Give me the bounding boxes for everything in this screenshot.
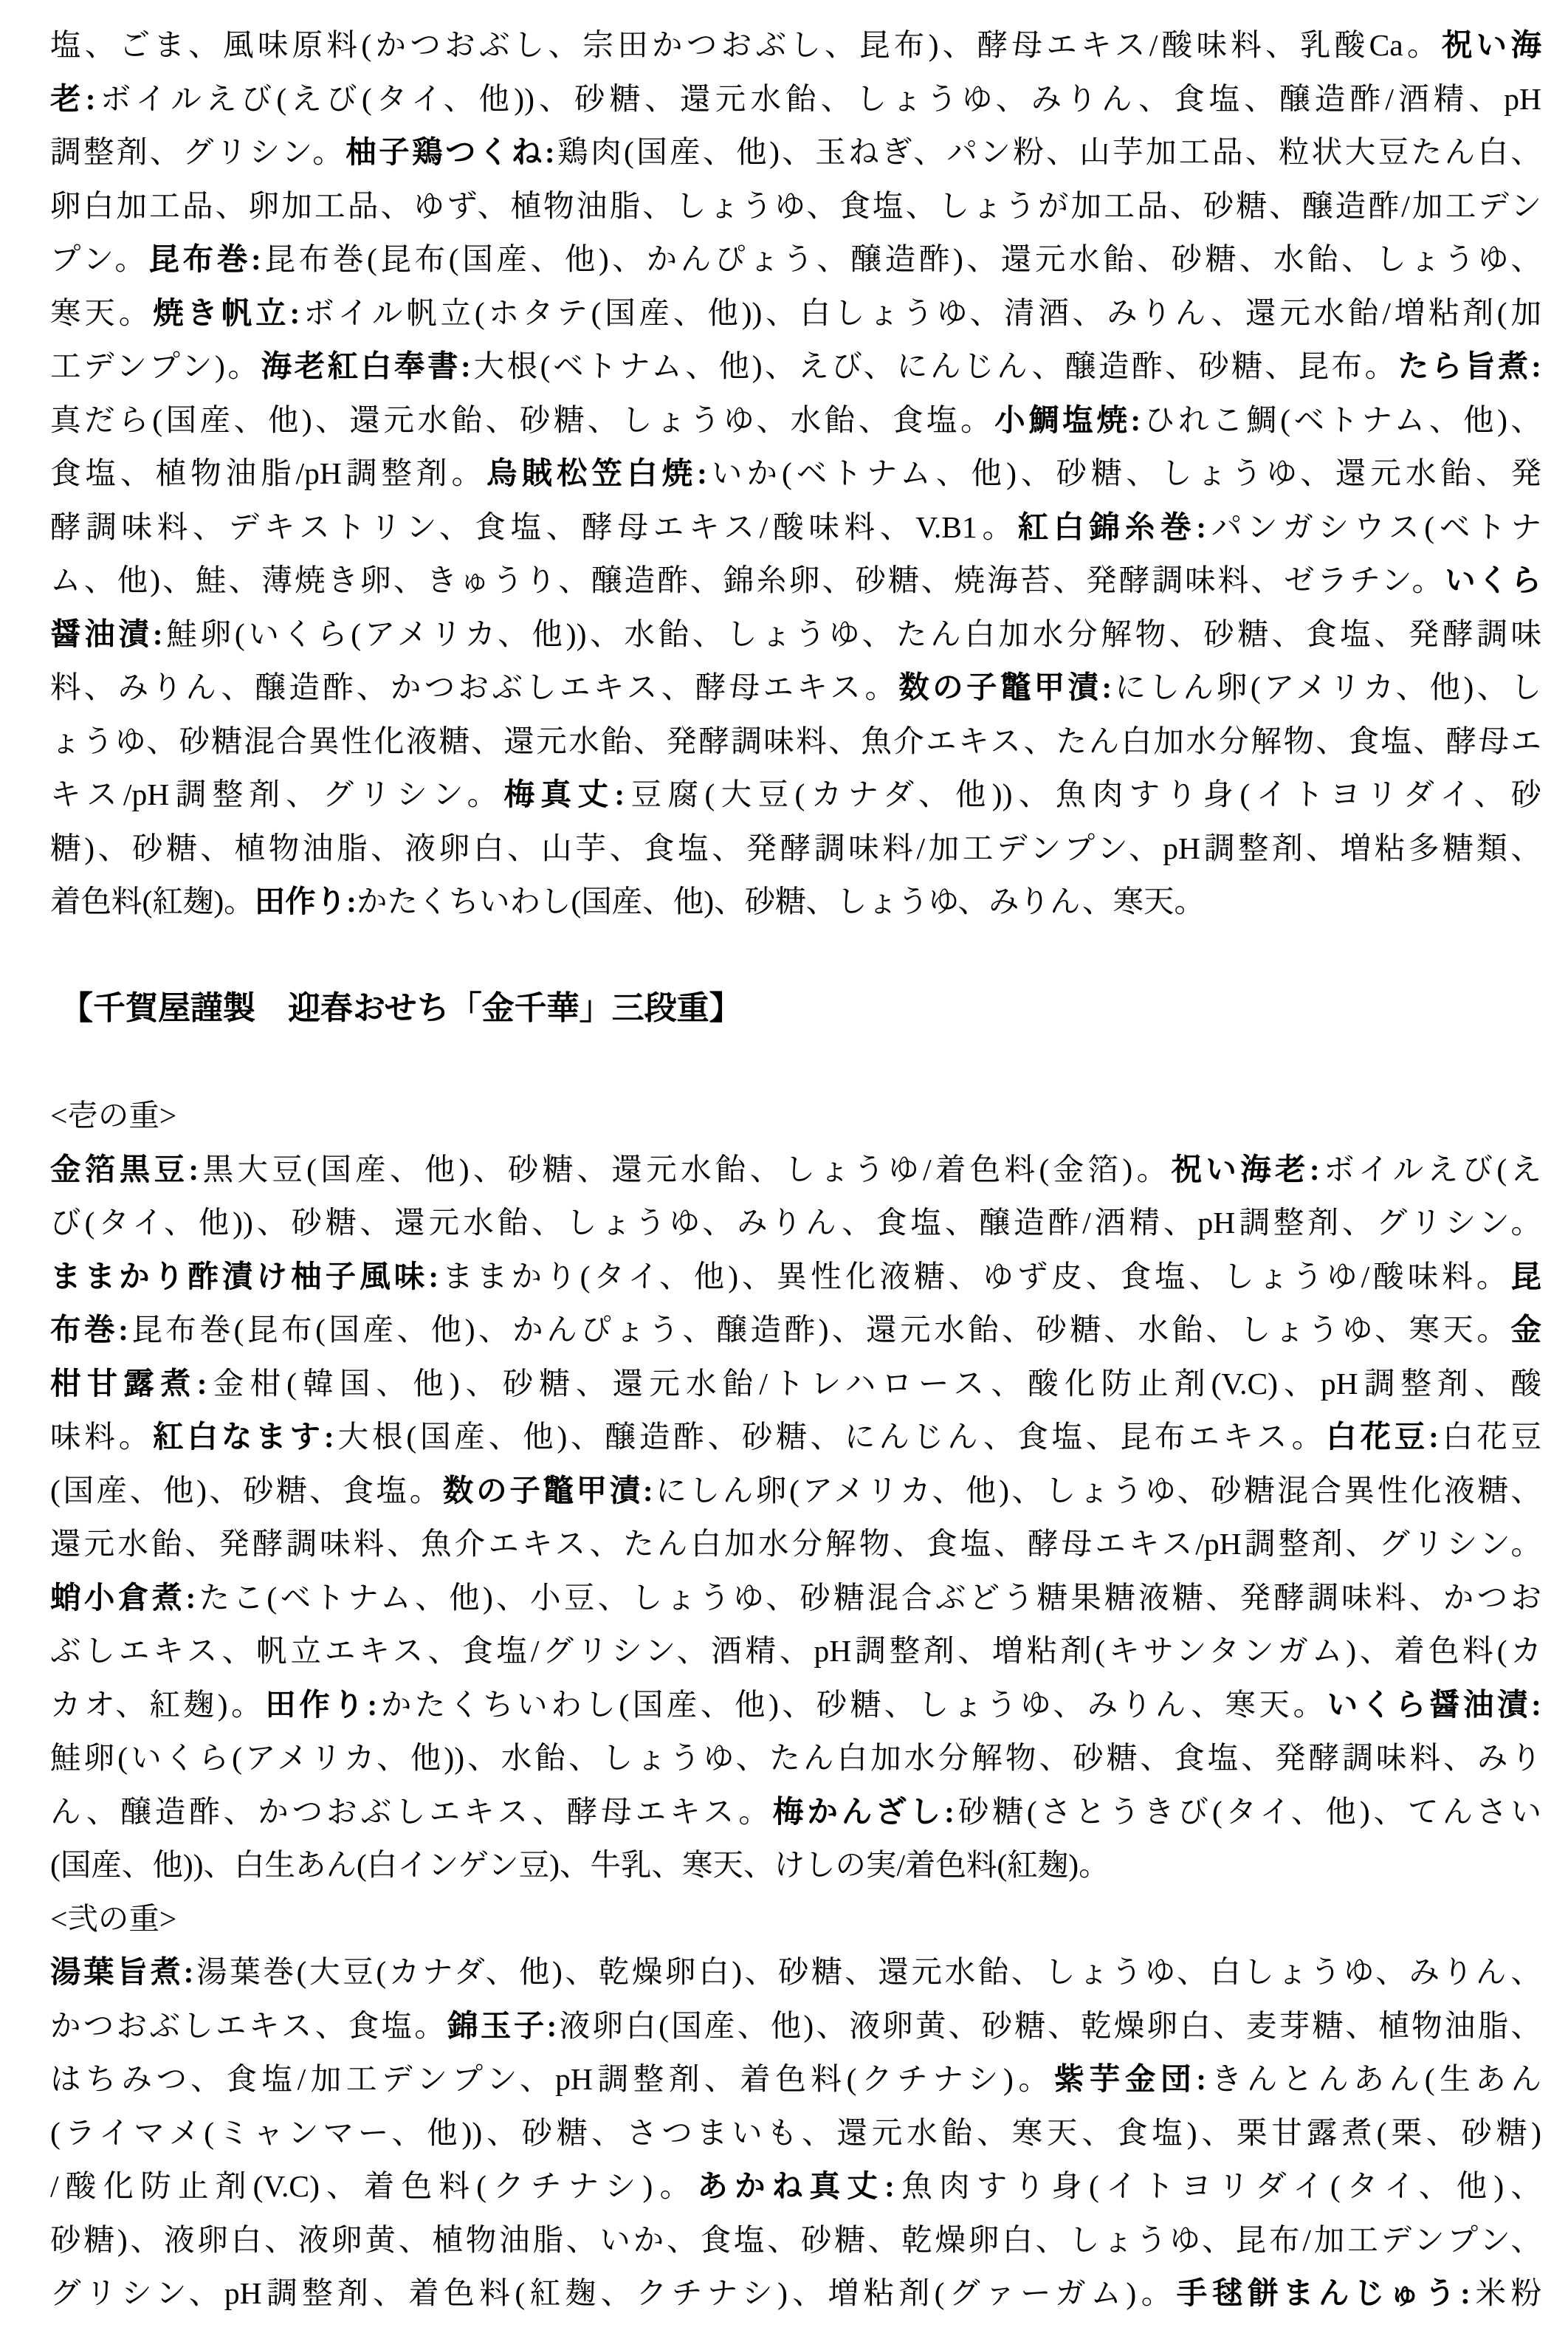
text-line — [50, 1517, 1541, 1571]
ingredient-run: (ライマメ(ミャンマー、他))、砂糖、さつまいも、還元水飴、寒天、食塩)、栗甘露煮(栗、砂糖) — [50, 2115, 1541, 2150]
ingredient-run: 黒大豆(国産、他)、砂糖、還元水飴、しょうゆ/着色料(金箔)。 — [199, 1152, 1172, 1186]
dish-name: 梅かんざし: — [772, 1794, 955, 1829]
text-line — [50, 1785, 1541, 1839]
ingredient-run: 塩、ごま、風味原料(かつおぶし、宗田かつおぶし、昆布)、酵母エキス/酸味料、乳酸Ca。 — [50, 28, 1442, 62]
ingredient-run: 湯葉巻(大豆(カナダ、他)、乾燥卵白)、砂糖、還元水飴、しょうゆ、白しょうゆ、みりん、 — [193, 1955, 1541, 1989]
text-line — [50, 394, 1541, 447]
section-label — [50, 1892, 1541, 1946]
dish-name: 紫芋金団: — [1053, 2062, 1207, 2096]
ingredient-run: グリシン、pH調整剤、着色料(紅麹、クチナシ)、増粘剤(グァーガム)。 — [50, 2276, 1177, 2310]
ingredient-run: ム、他)、鮭、薄焼き卵、きゅうり、醸造酢、錦糸卵、砂糖、焼海苔、発酵調味料、ゼラチン。 — [50, 563, 1445, 597]
ingredient-run: ボイルえび(えび(タイ、他))、砂糖、還元水飴、しょうゆ、みりん、食塩、醸造酢/酒精、pH — [95, 81, 1541, 116]
ingredient-run: ょうゆ、砂糖混合異性化液糖、還元水飴、発酵調味料、魚介エキス、たん白加水分解物、食塩、酵母エ — [50, 724, 1541, 758]
ingredient-run: 酵調味料、デキストリン、食塩、酵母エキス/酸味料、V.B1。 — [50, 509, 1018, 544]
text-line — [50, 1303, 1541, 1357]
ingredient-run: 鶏肉(国産、他)、玉ねぎ、パン粉、山芋加工品、粒状大豆たん白、 — [554, 135, 1541, 169]
text-line — [50, 340, 1541, 394]
text-line — [50, 179, 1541, 233]
ingredient-run: ボイル帆立(ホタテ(国産、他))、白しょうゆ、清酒、みりん、還元水飴/増粘剤(加 — [300, 295, 1541, 330]
text-line — [50, 1410, 1541, 1464]
ingredient-run: ひれこ鯛(ベトナム、他)、 — [1141, 402, 1541, 437]
ingredient-run: 還元水飴、発酵調味料、魚介エキス、たん白加水分解物、食塩、酵母エキス/pH調整剤、グリシン。 — [50, 1527, 1541, 1561]
ingredient-run: 鮭卵(いくら(アメリカ、他))、水飴、しょうゆ、たん白加水分解物、砂糖、食塩、発酵調味 — [162, 616, 1541, 651]
text-line — [50, 2052, 1541, 2106]
text-line — [50, 768, 1541, 822]
dish-name: 白花豆: — [1325, 1420, 1439, 1454]
text-line — [50, 286, 1541, 340]
text-line — [50, 554, 1541, 608]
text-line — [50, 2267, 1541, 2320]
dish-name: 柚子鶏つくね: — [345, 135, 555, 169]
dish-name: 焼き帆立: — [153, 295, 300, 330]
dish-name: 田作り: — [265, 1687, 378, 1722]
text-line — [50, 1357, 1541, 1411]
text-line — [50, 1999, 1541, 2053]
ingredient-run: 砂糖(さとうきび(タイ、他)、てんさい — [954, 1794, 1541, 1829]
dish-name: 錦玉子: — [447, 2008, 557, 2043]
text-line — [50, 1624, 1541, 1678]
text-line — [50, 1196, 1541, 1250]
ingredient-run: プン。 — [50, 242, 149, 276]
section-label — [50, 1089, 1541, 1143]
ingredient-run: ままかり(タイ、他)、異性化液糖、ゆず皮、食塩、しょうゆ/酸味料。 — [439, 1259, 1511, 1293]
ingredient-run: び(タイ、他))、砂糖、還元水飴、しょうゆ、みりん、食塩、醸造酢/酒精、pH調整剤、グリシン。 — [50, 1206, 1541, 1240]
dish-name: 祝い海 — [1441, 28, 1541, 62]
text-line — [50, 126, 1541, 179]
text-line — [50, 608, 1541, 662]
text-line — [50, 1464, 1541, 1518]
ingredient-run: かたくちいわし(国産、他)、砂糖、しょうゆ、みりん、寒天。 — [356, 884, 1205, 918]
dish-name: 醤油漬: — [50, 616, 163, 651]
ingredient-run: 工デンプン)。 — [50, 349, 261, 383]
text-line — [50, 1143, 1541, 1197]
ingredient-run: 糖)、砂糖、植物油脂、液卵白、山芋、食塩、発酵調味料/加工デンプン、pH調整剤、増粘多糖類、 — [50, 831, 1541, 865]
ingredient-run: 昆布巻(昆布(国産、他)、かんぴょう、醸造酢)、還元水飴、砂糖、水飴、しょうゆ、 — [261, 242, 1541, 276]
dish-name: 烏賊松笠白焼: — [486, 456, 707, 490]
ingredient-run: 大根(ベトナム、他)、えび、にんじん、醸造酢、砂糖、昆布。 — [470, 349, 1398, 383]
ingredient-run: 魚肉すり身(イトヨリダイ(タイ、他)、 — [894, 2169, 1541, 2203]
dish-name: 紅白なます: — [153, 1420, 334, 1454]
blank-line — [50, 1036, 1541, 1090]
document-title — [50, 982, 1541, 1036]
ingredient-run: たこ(ベトナム、他)、小豆、しょうゆ、砂糖混合ぶどう糖果糖液糖、発酵調味料、かつお — [196, 1580, 1541, 1615]
text-line — [50, 1945, 1541, 1999]
dish-name: 柑甘露煮: — [50, 1366, 207, 1401]
text-line — [50, 447, 1541, 501]
dish-name: あかね真丈: — [697, 2169, 895, 2203]
dish-name: 数の子鼈甲漬: — [898, 670, 1113, 704]
text-line — [50, 2160, 1541, 2213]
ingredient-run: 調整剤、グリシン。 — [50, 135, 346, 169]
dish-name: 老: — [50, 81, 96, 116]
ingredient-run: 料、みりん、醸造酢、かつおぶしエキス、酵母エキス。 — [50, 670, 899, 704]
text-line — [50, 822, 1541, 876]
ingredient-run: <壱の重> — [50, 1099, 177, 1133]
ingredient-run: /酸化防止剤(V.C)、着色料(クチナシ)。 — [50, 2169, 698, 2203]
ingredient-run: かつおぶしエキス、食塩。 — [50, 2008, 448, 2043]
text-line — [50, 1250, 1541, 1304]
dish-name: 田作り: — [254, 884, 357, 918]
ingredient-run: 大根(国産、他)、醸造酢、砂糖、にんじん、食塩、昆布エキス。 — [334, 1420, 1326, 1454]
ingredient-run: カオ、紅麹)。 — [50, 1687, 266, 1722]
ingredient-run: 昆布巻(昆布(国産、他)、かんぴょう、醸造酢)、還元水飴、砂糖、水飴、しょうゆ、寒天。 — [128, 1313, 1511, 1347]
ingredient-run: 卵白加工品、卵加工品、ゆず、植物油脂、しょうゆ、食塩、しょうが加工品、砂糖、醸造酢/加工デン — [50, 188, 1541, 223]
text-line — [50, 2106, 1541, 2160]
blank-line — [50, 929, 1541, 983]
ingredient-run: 真だら(国産、他)、還元水飴、砂糖、しょうゆ、水飴、食塩。 — [50, 402, 995, 437]
dish-name: 金 — [1510, 1313, 1541, 1347]
dish-name: 紅白錦糸巻: — [1017, 509, 1207, 544]
ingredient-run: (国産、他))、白生あん(白インゲン豆)、牛乳、寒天、けしの実/着色料(紅麹)。 — [50, 1848, 1110, 1882]
text-line — [50, 501, 1541, 554]
dish-name: 小鯛塩焼: — [994, 402, 1141, 437]
text-line — [50, 1838, 1541, 1892]
ingredient-run: 白花豆 — [1438, 1420, 1541, 1454]
dish-name: 布巻: — [50, 1313, 128, 1347]
ingredient-run: 砂糖)、液卵白、液卵黄、植物油脂、いか、食塩、砂糖、乾燥卵白、しょうゆ、昆布/加工デンプン、 — [50, 2222, 1541, 2257]
ingredient-run: ぶしエキス、帆立エキス、食塩/グリシン、酒精、pH調整剤、増粘剤(キサンタンガム)、着色料(カ — [50, 1634, 1541, 1668]
ingredient-run: かたくちいわし(国産、他)、砂糖、しょうゆ、みりん、寒天。 — [377, 1687, 1327, 1722]
text-line — [50, 1678, 1541, 1732]
dish-name: 蛸小倉煮: — [50, 1580, 196, 1615]
ingredient-run: はちみつ、食塩/加工デンプン、pH調整剤、着色料(クチナシ)。 — [50, 2062, 1054, 2096]
text-line — [50, 233, 1541, 286]
ingredient-run: 味料。 — [50, 1420, 154, 1454]
dish-name: 祝い海老: — [1171, 1152, 1320, 1186]
ingredient-text — [50, 18, 1541, 2320]
dish-name: 梅真丈: — [503, 777, 625, 811]
dish-name: 昆布巻: — [148, 242, 261, 276]
ingredient-run: パンガシウス(ベトナ — [1206, 509, 1541, 544]
text-line — [50, 2213, 1541, 2267]
ingredient-run: きんとんあん(生あん — [1206, 2062, 1541, 2096]
ingredient-run: <弐の重> — [50, 1901, 177, 1936]
ingredient-run: (国産、他)、砂糖、食塩。 — [50, 1473, 443, 1508]
ingredient-run: キス/pH調整剤、グリシン。 — [50, 777, 504, 811]
ingredient-run: 寒天。 — [50, 295, 154, 330]
ingredient-run: いか(ベトナム、他)、砂糖、しょうゆ、還元水飴、発 — [706, 456, 1541, 490]
dish-name: 湯葉旨煮: — [50, 1955, 194, 1989]
text-line — [50, 661, 1541, 715]
text-line — [50, 1571, 1541, 1625]
text-line — [50, 1731, 1541, 1785]
ingredient-run: 豆腐(大豆(カナダ、他))、魚肉すり身(イトヨリダイ、砂 — [625, 777, 1541, 811]
ingredient-run: 食塩、植物油脂/pH調整剤。 — [50, 456, 486, 490]
dish-name: たら旨煮: — [1397, 349, 1541, 383]
text-line — [50, 715, 1541, 769]
ingredient-run: ボイルえび(え — [1319, 1152, 1541, 1186]
ingredient-run: 米粉 — [1470, 2276, 1541, 2310]
ingredient-run: 鮭卵(いくら(アメリカ、他))、水飴、しょうゆ、たん白加水分解物、砂糖、食塩、発酵調味料、みり — [50, 1741, 1541, 1775]
ingredient-run: 金柑(韓国、他)、砂糖、還元水飴/トレハロース、酸化防止剤(V.C)、pH調整剤、酸 — [207, 1366, 1541, 1401]
dish-name: 金箔黒豆: — [50, 1152, 199, 1186]
ingredient-run: 着色料(紅麹)。 — [50, 884, 255, 918]
dish-name: 昆 — [1510, 1259, 1541, 1293]
ingredient-run: 液卵白(国産、他)、液卵黄、砂糖、乾燥卵白、麦芽糖、植物油脂、 — [557, 2008, 1541, 2043]
ingredient-run: ん、醸造酢、かつおぶしエキス、酵母エキス。 — [50, 1794, 773, 1829]
text-line — [50, 72, 1541, 126]
ingredient-run: にしん卵(アメリカ、他)、しょうゆ、砂糖混合異性化液糖、 — [653, 1473, 1541, 1508]
dish-name: いくら — [1445, 563, 1541, 597]
dish-name: 手毬餅まんじゅう: — [1176, 2276, 1471, 2310]
ingredient-run: にしん卵(アメリカ、他)、し — [1112, 670, 1541, 704]
dish-name: 数の子鼈甲漬: — [442, 1473, 653, 1508]
dish-name: いくら醤油漬: — [1327, 1687, 1541, 1722]
dish-name: ままかり酢漬け柚子風味: — [50, 1259, 439, 1293]
dish-name: 【千賀屋謹製 迎春おせち「金千華」三段重】 — [61, 990, 742, 1026]
text-line — [50, 18, 1541, 72]
text-line — [50, 875, 1541, 929]
dish-name: 海老紅白奉書: — [261, 349, 471, 383]
